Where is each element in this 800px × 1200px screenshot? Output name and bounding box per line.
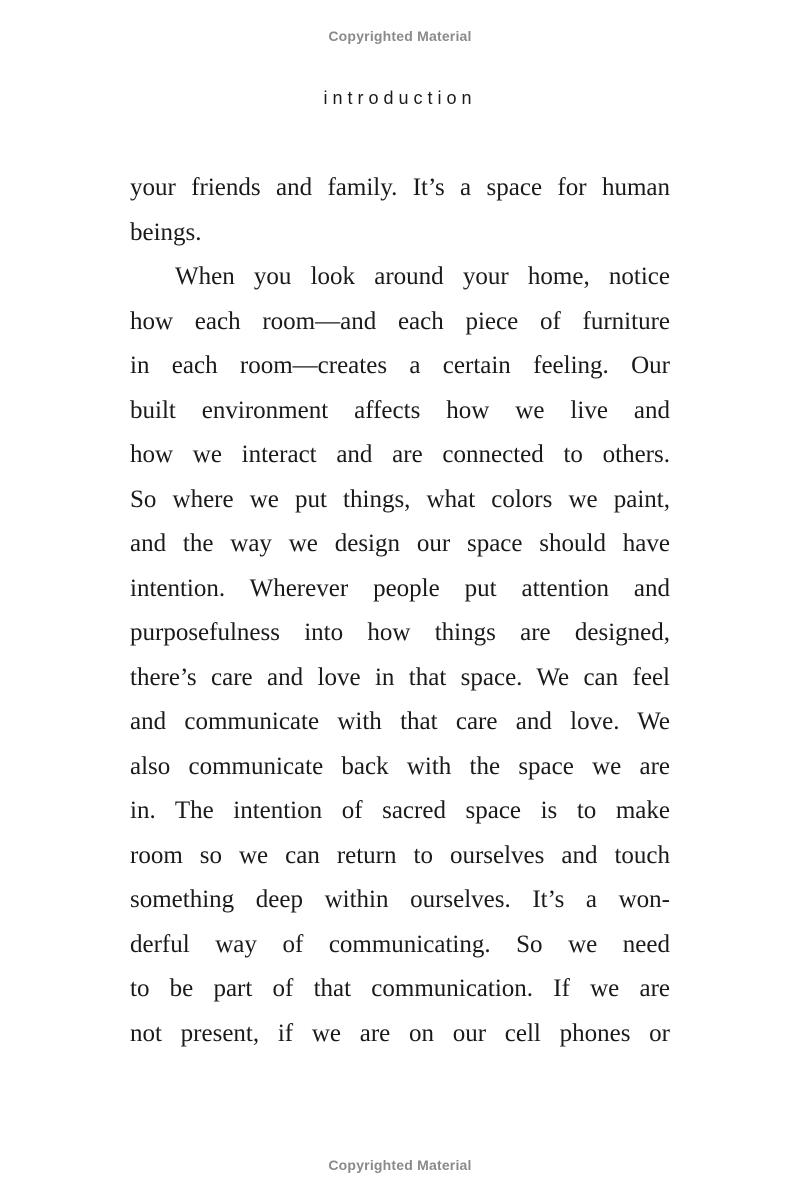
text-line: your friends and family. It’s a space for human	[130, 174, 670, 201]
text-line: When you look around your home, notice	[175, 263, 670, 290]
running-head: introduction	[323, 88, 477, 108]
text-line: beings.	[130, 218, 202, 246]
text-line: So where we put things, what colors we paint,	[130, 485, 670, 513]
text-line: intention. Wherever people put attention and	[130, 574, 670, 602]
text-line: room so we can return to ourselves and touch	[130, 841, 670, 869]
text-line: purposefulness into how things are designed,	[130, 619, 670, 646]
text-line: in. The intention of sacred space is to make	[130, 797, 670, 824]
copyright-watermark-top: Copyrighted Material	[328, 28, 472, 44]
text-line: built environment affects how we live and	[130, 396, 670, 424]
text-line: something deep within ourselves. It’s a won-	[130, 886, 670, 913]
copyright-watermark-bottom: Copyrighted Material	[328, 1157, 472, 1173]
text-line: there’s care and love in that space. We can feel	[130, 663, 670, 691]
text-line: not present, if we are on our cell phones or	[130, 1019, 670, 1047]
text-line: in each room—creates a certain feeling. Our	[130, 352, 670, 379]
text-line: to be part of that communication. If we are	[130, 975, 670, 1002]
text-line: how we interact and are connected to others.	[130, 441, 670, 468]
text-line: and the way we design our space should have	[130, 530, 670, 557]
text-line: also communicate back with the space we are	[130, 752, 670, 780]
text-line: how each room—and each piece of furniture	[130, 307, 670, 335]
text-line: derful way of communicating. So we need	[130, 930, 670, 958]
text-line: and communicate with that care and love. We	[130, 708, 670, 735]
body-text	[130, 166, 670, 1056]
